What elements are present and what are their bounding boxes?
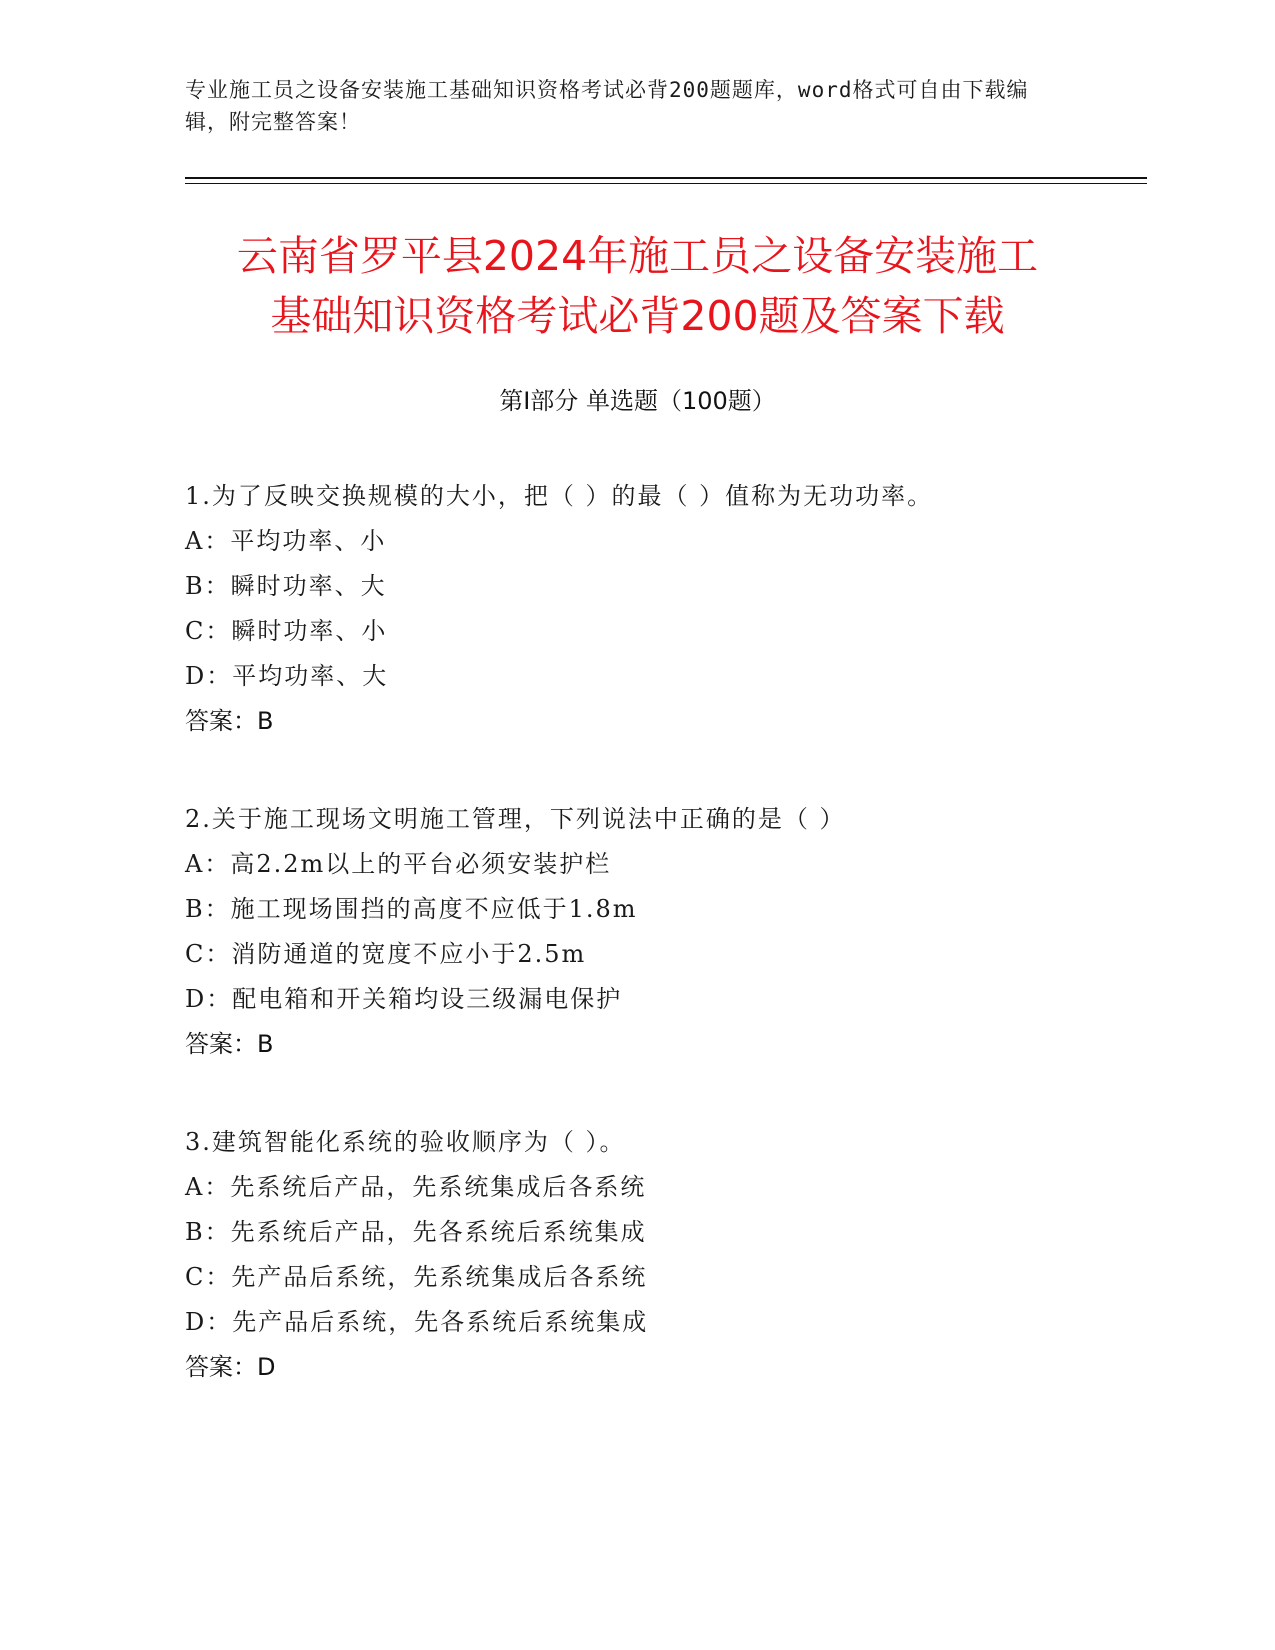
option-d: D：平均功率、大 bbox=[185, 662, 389, 690]
question-spacer bbox=[185, 744, 1125, 797]
option-b: B：瞬时功率、大 bbox=[185, 572, 387, 600]
header-note: 专业施工员之设备安装施工基础知识资格考试必背200题题库，word格式可自由下载编辑，附完整答案！ bbox=[185, 78, 1029, 134]
option-d: D：配电箱和开关箱均设三级漏电保护 bbox=[185, 985, 623, 1013]
section-heading: 第Ⅰ部分 单选题（100题） bbox=[499, 387, 776, 415]
answer-line: 答案：B bbox=[185, 1030, 274, 1058]
option-a: A：高2.2m以上的平台必须安装护栏 bbox=[185, 850, 612, 878]
question-stem: 2.关于施工现场文明施工管理，下列说法中正确的是（ ） bbox=[185, 805, 846, 833]
option-d: D：先产品后系统，先各系统后系统集成 bbox=[185, 1308, 649, 1336]
option-c: C：消防通道的宽度不应小于2.5m bbox=[185, 940, 587, 968]
answer-line: 答案：B bbox=[185, 707, 274, 735]
option-b: B：施工现场围挡的高度不应低于1.8m bbox=[185, 895, 638, 923]
header-divider-thick bbox=[185, 177, 1147, 179]
header-divider-thin bbox=[185, 183, 1147, 184]
option-a: A：平均功率、小 bbox=[185, 527, 387, 555]
question-stem: 1.为了反映交换规模的大小，把（ ）的最（ ）值称为无功功率。 bbox=[185, 482, 934, 510]
question-1 bbox=[185, 474, 1125, 744]
option-a: A：先系统后产品，先系统集成后各系统 bbox=[185, 1173, 647, 1201]
document-title-line-2: 基础知识资格考试必背200题及答案下载 bbox=[270, 292, 1005, 340]
question-spacer bbox=[185, 1067, 1125, 1120]
question-list bbox=[185, 474, 1125, 1390]
question-3 bbox=[185, 1120, 1125, 1390]
document-title-line-1: 云南省罗平县2024年施工员之设备安装施工 bbox=[236, 232, 1039, 280]
question-stem: 3.建筑智能化系统的验收顺序为（ ）。 bbox=[185, 1128, 626, 1156]
option-c: C：瞬时功率、小 bbox=[185, 617, 388, 645]
answer-line: 答案：D bbox=[185, 1353, 276, 1381]
option-c: C：先产品后系统，先系统集成后各系统 bbox=[185, 1263, 648, 1291]
document-title bbox=[150, 226, 1125, 346]
question-2 bbox=[185, 797, 1125, 1067]
option-b: B：先系统后产品，先各系统后系统集成 bbox=[185, 1218, 647, 1246]
